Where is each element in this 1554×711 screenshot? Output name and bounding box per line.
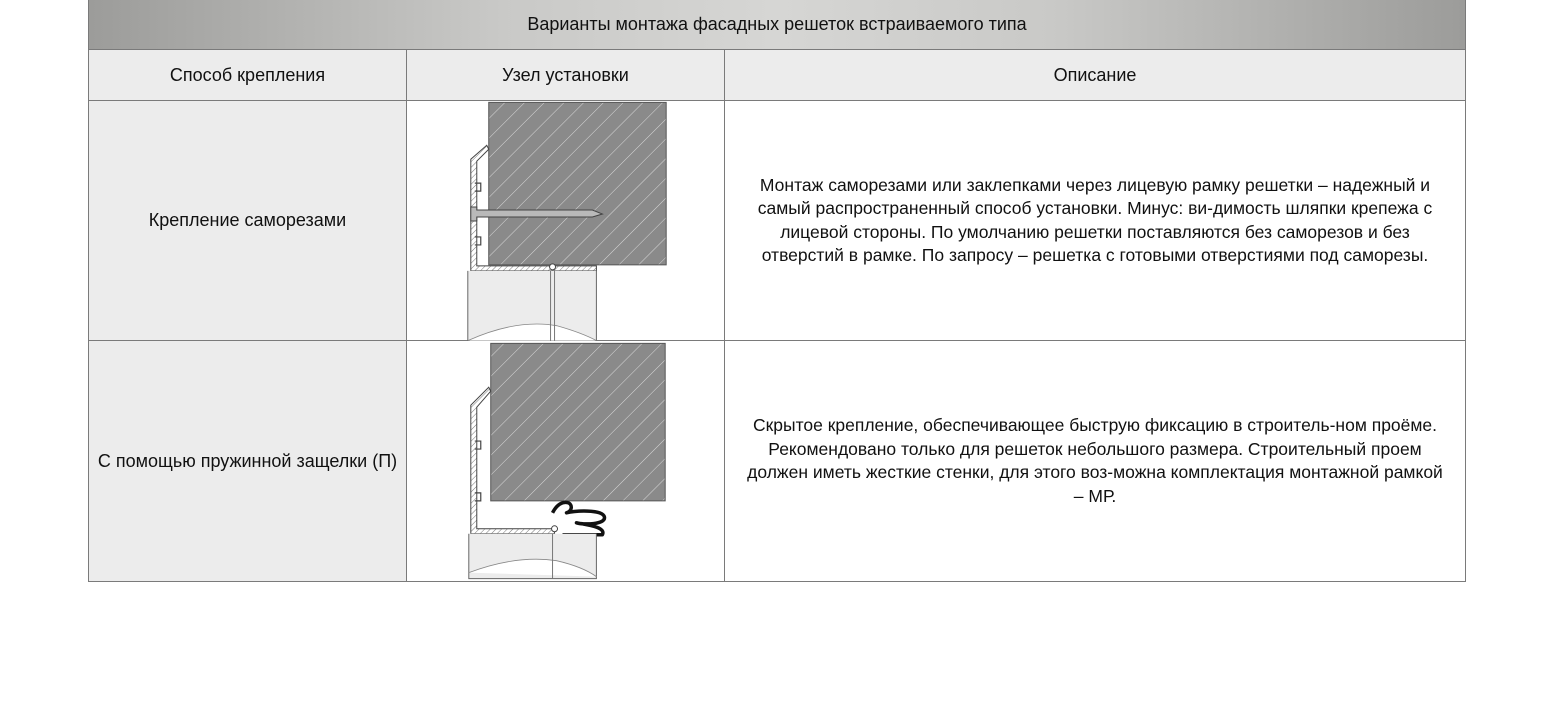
method-cell: Крепление саморезами [89,101,407,340]
diagram-cell [407,101,725,340]
table-row [89,101,1465,341]
header-description: Описание [725,50,1465,100]
diagram-cell [407,341,725,581]
table-title: Варианты монтажа фасадных решеток встраиваемого типа [89,0,1465,50]
method-cell: С помощью пружинной защелки (П) [89,341,407,581]
spring-latch-mount-diagram-icon [407,341,724,581]
self-tapping-screw-mount-diagram-icon [407,101,724,341]
table-header-row [89,50,1465,101]
description-cell: Монтаж саморезами или заклепками через лицевую рамку решетки – надежный и самый распространенный способ установки. Минус: ви-димость шляпки крепежа с лицевой стороны. По умолчанию решетки поставляются без саморезов и без отверстий в рамке. По запросу – решетка с готовыми отверстиями под саморезы. [725,101,1465,340]
mounting-options-table [88,0,1466,582]
table-row [89,341,1465,581]
header-method: Способ крепления [89,50,407,100]
header-diagram: Узел установки [407,50,725,100]
description-cell: Скрытое крепление, обеспечивающее быструю фиксацию в строитель-ном проёме. Рекомендовано только для решеток небольшого размера. Строительный проем должен иметь жесткие стенки, для этого воз-можна комплектация монтажной рамкой – МР. [725,341,1465,581]
